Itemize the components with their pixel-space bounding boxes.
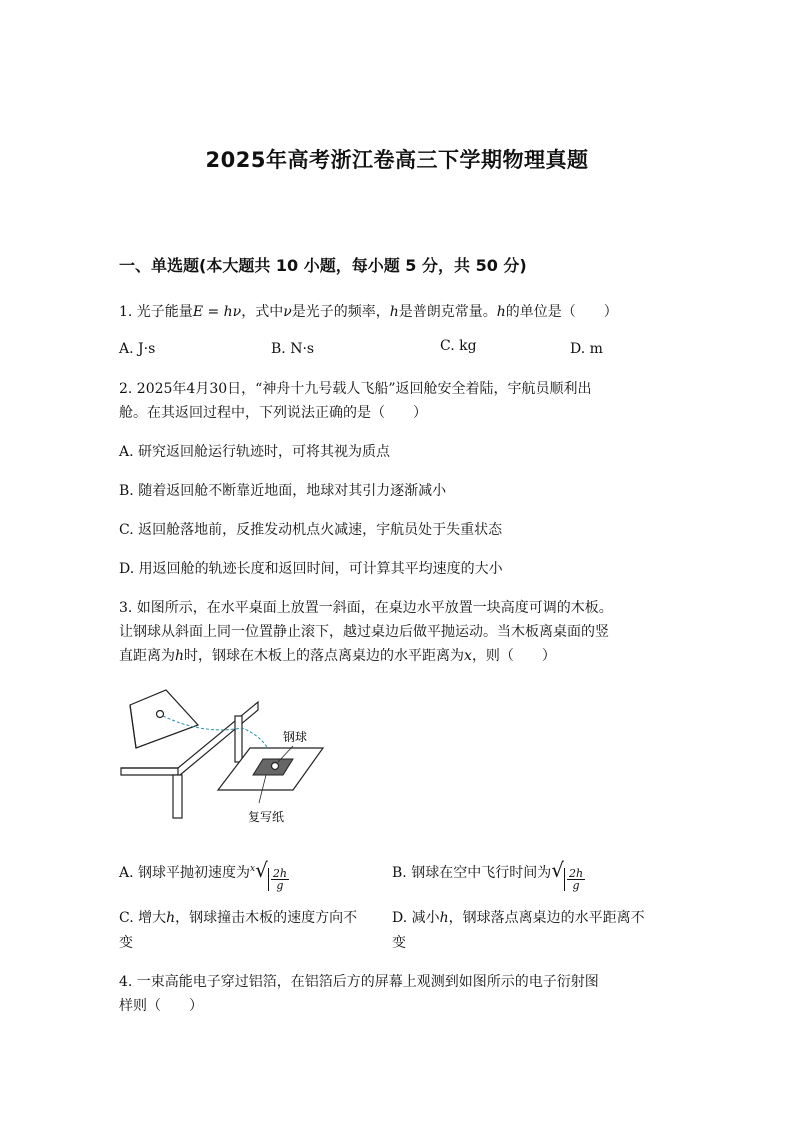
- fraction-denominator: g: [276, 879, 284, 892]
- q3-option-d-text: D. 减小: [392, 910, 440, 926]
- sqrt-icon: √: [551, 858, 564, 882]
- fraction: [564, 868, 585, 891]
- q1-option-c: C. kg: [440, 338, 477, 354]
- q2-option-b: B. 随着返回舱不断靠近地面，地球对其引力逐渐减小: [119, 483, 447, 499]
- q1-formula: E = hν: [192, 304, 242, 320]
- q3-option-b-text: B. 钢球在空中飞行时间为: [392, 865, 552, 881]
- projectile-experiment-figure: [118, 680, 328, 830]
- q1-option-d: D. m: [570, 341, 603, 357]
- fraction: [268, 868, 289, 891]
- q3-symbol: x: [464, 648, 472, 664]
- fraction-numerator: 2h: [272, 867, 287, 880]
- q3-option-c-wrap: 变: [119, 935, 133, 951]
- q3-symbol: h: [175, 648, 185, 664]
- q3-option-d: [392, 907, 645, 927]
- q3-option-c-symbol: h: [166, 910, 176, 926]
- q1-symbol: ν: [283, 304, 292, 320]
- q1-option-b: B. N·s: [271, 341, 315, 357]
- q2-option-c: C. 返回舱落地前，反推发动机点火减速，宇航员处于失重状态: [119, 522, 503, 538]
- q1-text: 是普朗克常量。: [398, 304, 497, 320]
- q3-option-d-text: ，钢球落点离桌边的水平距离不: [448, 910, 645, 926]
- question-4-stem-line1: 4. 一束高能电子穿过铝箔，在铝箔后方的屏幕上观测到如图所示的电子衍射图: [119, 974, 599, 990]
- q1-text: ，式中: [241, 304, 284, 320]
- question-1-stem: [119, 301, 618, 321]
- question-4-stem-line2: 样则（ ）: [119, 998, 203, 1014]
- q3-option-a: [119, 858, 289, 891]
- q3-option-d-wrap: 变: [392, 935, 406, 951]
- table-ramp-diagram: [118, 680, 328, 830]
- q3-text: 直距离为: [119, 648, 175, 664]
- q3-text: 时，钢球在木板上的落点离桌边的水平距离为: [184, 648, 465, 664]
- fraction-numerator: 2h: [568, 867, 584, 880]
- q2-option-d: D. 用返回舱的轨迹长度和返回时间，可计算其平均速度的大小: [119, 561, 503, 577]
- q3-option-c-text: ，钢球撞击木板的速度方向不: [175, 910, 358, 926]
- carbon-paper-label: 复写纸: [248, 810, 285, 824]
- q3-option-d-symbol: h: [439, 910, 449, 926]
- question-3-stem-line2: 让钢球从斜面上同一位置静止滚下，越过桌边后做平抛运动。当木板离桌面的竖: [119, 624, 609, 640]
- question-2-stem-line2: 舱。在其返回过程中，下列说法正确的是（ ）: [119, 405, 427, 421]
- q1-text: 1. 光子能量: [119, 304, 193, 320]
- q2-option-a: A. 研究返回舱运行轨迹时，可将其视为质点: [119, 444, 391, 460]
- q3-option-a-text: A. 钢球平抛初速度为: [119, 865, 251, 881]
- page-title: 2025年高考浙江卷高三下学期物理真题: [205, 148, 589, 172]
- q1-symbol: h: [389, 304, 399, 320]
- section-heading: 一、单选题(本大题共 10 小题，每小题 5 分，共 50 分): [119, 256, 527, 275]
- q3-option-c-text: C. 增大: [119, 910, 167, 926]
- q3-option-b: [392, 858, 585, 891]
- ball-label: 钢球: [283, 730, 308, 744]
- fraction-denominator: g: [572, 879, 580, 892]
- question-2-stem-line1: 2. 2025年4月30日，“神舟十九号载人飞船”返回舱安全着陆，宇航员顺利出: [119, 381, 592, 397]
- q3-option-a-symbol: x: [250, 864, 256, 874]
- q1-text: 的单位是（ ）: [505, 304, 618, 320]
- q3-text: ，则（ ）: [471, 648, 556, 664]
- q1-option-a: A. J·s: [119, 341, 156, 357]
- sqrt-icon: √: [255, 858, 268, 882]
- q1-symbol: h: [496, 304, 506, 320]
- q1-text: 是光子的频率，: [291, 304, 390, 320]
- q3-option-c: [119, 907, 357, 927]
- question-3-stem-line3: [119, 645, 556, 665]
- question-3-stem-line1: 3. 如图所示，在水平桌面上放置一斜面，在桌边水平放置一块高度可调的木板。: [119, 600, 613, 616]
